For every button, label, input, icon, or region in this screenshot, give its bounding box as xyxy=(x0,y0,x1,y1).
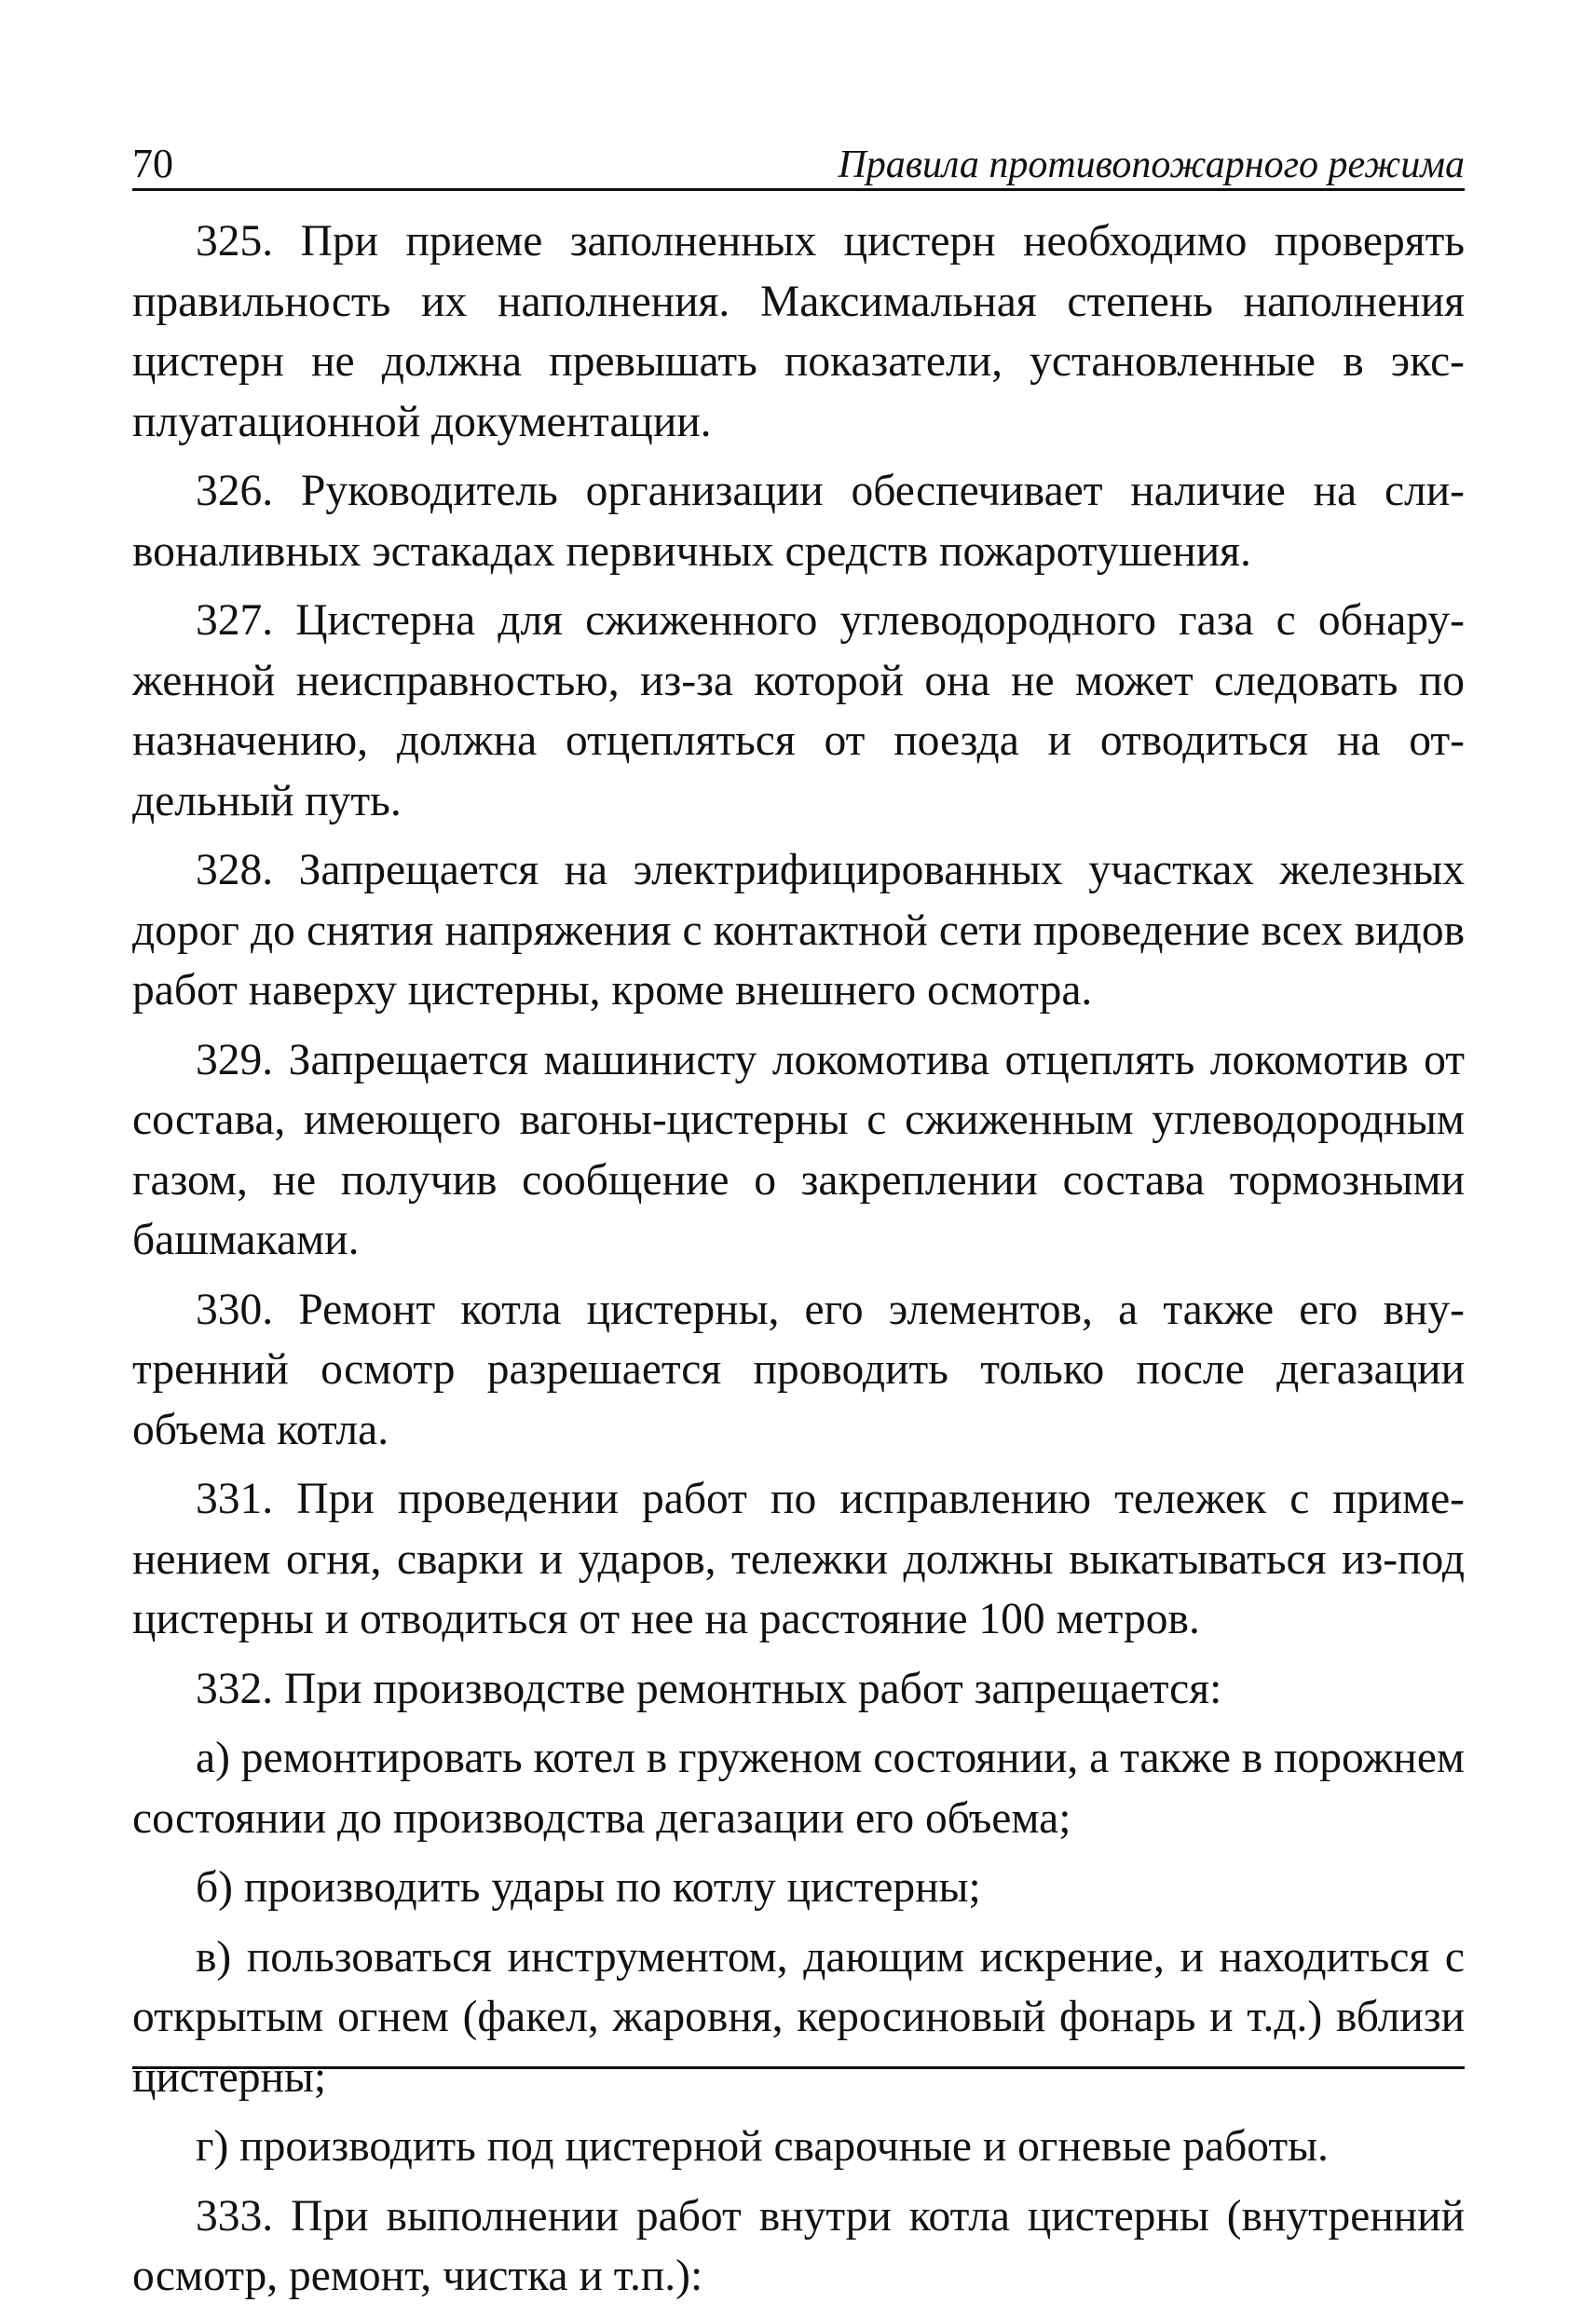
paragraph-329: 329. Запрещается машинисту локомотива отцеплять локомотив от состава, имеющего вагоны-цистерны с сжиженным углеводородным газом, не получив сообщение о закреплении состава тормозными башмаками. xyxy=(132,1035,1465,1264)
list-item-a: а) ремонтировать котел в груженом состоянии, а также в порожнем состоянии до производства дегазации его объема; xyxy=(132,1734,1465,1843)
paragraph-325: 325. При приеме заполненных цистерн необходимо проверять правильность их наполнения. Максимальная степень наполнения цистерн не должна превышать показатели, установленные в эксплуатационной документации. xyxy=(132,217,1465,446)
body-text xyxy=(132,211,1465,2307)
paragraph-326: 326. Руководитель организации обеспечивает наличие на сливоналивных эстакадах первичных средств пожаротушения. xyxy=(132,467,1465,576)
paragraph-327: 327. Цистерна для сжиженного углеводородного газа с обнаруженной неисправностью, из-за которой она не может следовать по назначению, должна отцепляться от поезда и отводиться на отдельный путь. xyxy=(132,596,1465,825)
page-number: 70 xyxy=(132,141,173,186)
paragraph-333: 333. При выполнении работ внутри котла цистерны (внутренний осмотр, ремонт, чистка и т.п.): xyxy=(132,2191,1465,2300)
list-item-v: в) пользоваться инструментом, дающим искрение, и находиться с открытым огнем (факел, жаровня, керосиновый фонарь и т.д.) вблизи цистерны; xyxy=(132,1932,1465,2102)
running-head xyxy=(132,140,1465,191)
book-page xyxy=(132,140,1465,2316)
running-title: Правила противопожарного режима xyxy=(838,143,1465,186)
bottom-rule xyxy=(132,2066,1465,2069)
list-item-b: б) производить удары по котлу цистерны; xyxy=(196,1863,981,1912)
paragraph-332: 332. При производстве ремонтных работ запрещается: xyxy=(196,1664,1222,1713)
list-item-g: г) производить под цистерной сварочные и огневые работы. xyxy=(196,2122,1329,2171)
paragraph-330: 330. Ремонт котла цистерны, его элементов, а также его внутренний осмотр разрешается проводить только после дегазации объема котла. xyxy=(132,1285,1465,1454)
paragraph-328: 328. Запрещается на электрифицированных участках железных дорог до снятия напряжения с контактной сети проведение всех видов работ наверху цистерны, кроме внешнего осмотра. xyxy=(132,846,1465,1015)
paragraph-331: 331. При проведении работ по исправлению тележек с применением огня, сварки и ударов, тележки должны выкатываться из-под цистерны и отводиться от нее на расстояние 100 метров. xyxy=(132,1475,1465,1643)
